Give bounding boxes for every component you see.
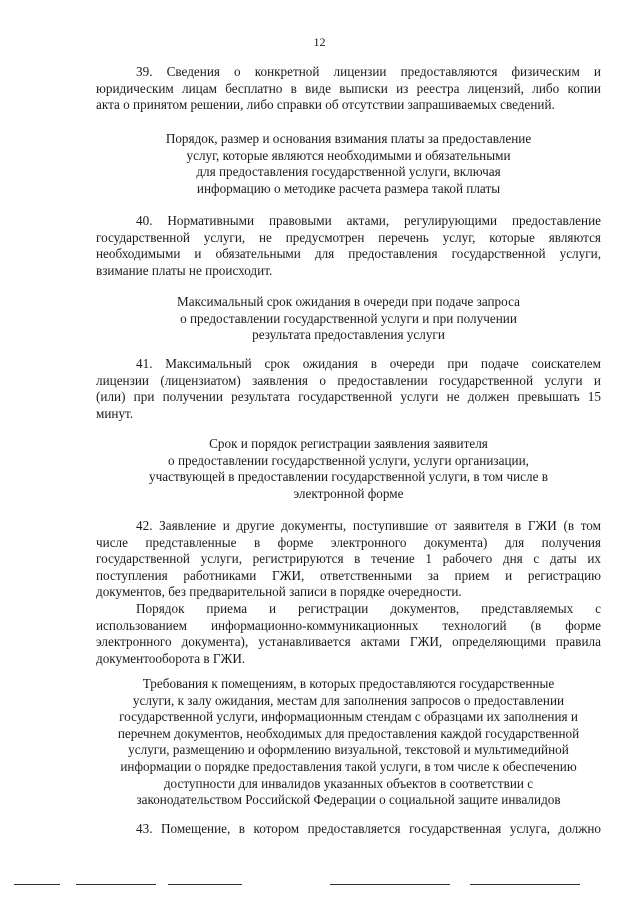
text-line: электронного документа), устанавливается актами ГЖИ, определяющими правила (96, 634, 601, 650)
heading-line: услуг, которые являются необходимыми и обязательными (186, 147, 511, 163)
heading-line: законодательством Российской Федерации о социальной защите инвалидов (136, 792, 561, 808)
text-line: лицензии (лицензиатом) заявления о предоставлении государственной услуги и (96, 372, 601, 388)
text-line: числе представленные в форме электронного документа) для получения (96, 534, 601, 550)
heading-line: услуги, к залу ожидания, местам для заполнения запросов о предоставлении (132, 692, 565, 708)
text-line: (или) при получении результата государственной услуги не должен превышать 15 (96, 389, 601, 405)
paragraph-42-procedure (96, 601, 601, 667)
footer-rule (76, 884, 156, 885)
text-line: 41. Максимальный срок ожидания в очереди при подаче соискателем (136, 356, 601, 371)
text-line: 39. Сведения о конкретной лицензии предоставляются физическим и (136, 64, 601, 79)
heading-line: о предоставлении государственной услуги, услуги организации, (168, 452, 529, 468)
section-heading-premises (96, 676, 601, 809)
heading-line: Срок и порядок регистрации заявления заявителя (209, 436, 488, 451)
heading-line: о предоставлении государственной услуги и при получении (180, 310, 517, 326)
page-number: 12 (313, 35, 326, 49)
paragraph-39 (96, 64, 601, 114)
text-line: Порядок приема и регистрации документов, представляемых с (136, 601, 601, 616)
section-heading-queue (96, 294, 601, 344)
text-line: документов, без предварительной записи в порядке очередности. (96, 584, 462, 600)
heading-line: перечнем документов, необходимых для предоставления каждой государственной (117, 725, 580, 741)
paragraph-42 (96, 518, 601, 601)
text-line: необходимыми и обязательными для предоставления государственной услуги, (96, 246, 601, 262)
text-line: 43. Помещение, в котором предоставляется государственная услуга, должно (136, 821, 601, 836)
paragraph-43 (96, 821, 601, 838)
section-heading-registration (96, 436, 601, 502)
text-line: государственной услуги, не предусмотрен перечень услуг, которые являются (96, 229, 601, 245)
paragraph-41 (96, 356, 601, 422)
heading-line: Требования к помещениям, в которых предоставляются государственные (142, 676, 555, 691)
heading-line: услуги, размещению и оформлению визуальной, текстовой и мультимедийной (128, 742, 569, 758)
text-line: поступления работниками ГЖИ, ответственными за прием и регистрацию (96, 567, 601, 583)
heading-line: результата предоставления услуги (252, 327, 445, 343)
heading-line: информации о порядке предоставления такой услуги, в том числе к обеспечению (120, 758, 577, 774)
text-line: акта о принятом решении, либо справки об отсутствии запрашиваемых сведений. (96, 97, 555, 113)
text-line: юридическим лицам бесплатно в виде выписки из реестра лицензий, либо копии (96, 80, 601, 96)
text-line: взимание платы не происходит. (96, 262, 273, 278)
footer-rule (470, 884, 580, 885)
text-line: государственной услуги, регистрируются в течение 1 рабочего дня с даты их (96, 551, 601, 567)
heading-line: участвующей в предоставлении государственной услуги, в том числе в (149, 469, 548, 485)
heading-line: информацию о методике расчета размера такой платы (196, 180, 501, 196)
text-line: минут. (96, 405, 134, 421)
heading-line: доступности для инвалидов указанных объектов в соответствии с (163, 775, 534, 791)
footer-rule (14, 884, 60, 885)
heading-line: для предоставления государственной услуги, включая (196, 164, 501, 180)
text-line: 42. Заявление и другие документы, поступившие от заявителя в ГЖИ (в том (136, 518, 601, 533)
heading-line: Порядок, размер и основания взимания платы за предоставление (165, 131, 532, 146)
footer-rule (330, 884, 450, 885)
text-line: использованием информационно-коммуникационных технологий (в форме (96, 617, 601, 633)
footer-rule (168, 884, 242, 885)
heading-line: электронной форме (293, 485, 404, 501)
heading-line: Максимальный срок ожидания в очереди при подаче запроса (177, 294, 520, 309)
text-line: 40. Нормативными правовыми актами, регулирующими предоставление (136, 213, 601, 228)
paragraph-40 (96, 213, 601, 279)
section-heading-fees (96, 131, 601, 197)
text-line: документооборота в ГЖИ. (96, 650, 246, 666)
heading-line: государственной услуги, информационным стендам с образцами их заполнения и (119, 709, 578, 725)
